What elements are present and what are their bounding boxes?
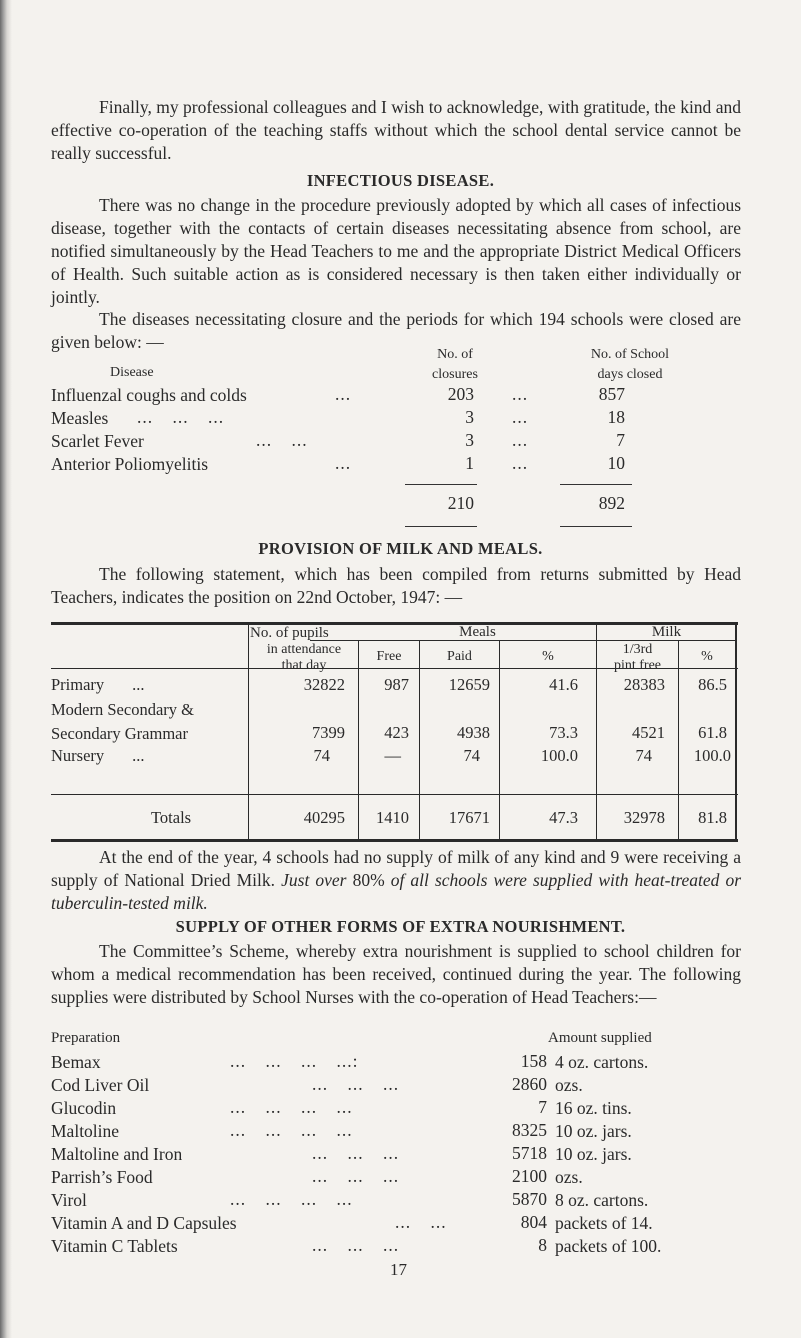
row-label xyxy=(51,746,145,766)
supply-amount: 2860 xyxy=(512,1074,547,1094)
header-milk: Milk xyxy=(651,624,682,640)
milk-paragraph: The following statement, which has been compiled from returns submitted by Head Teachers, indicates the position on 22nd October, 1947: — xyxy=(51,564,741,607)
milk-after-percent: 80% xyxy=(352,870,385,890)
header-free: Free xyxy=(376,649,402,664)
pupils-cell: 74 xyxy=(313,746,330,765)
milk-pct-cell: 61.8 xyxy=(698,723,727,742)
supply-paragraph: The Committee’s Scheme, whereby extra nourishment is supplied to school children for whom a medical recommendation has been received, continued during the year. The following supplies were distributed by School Nurses with the co-operation of Head Teachers:— xyxy=(51,941,741,1007)
supply-name: Cod Liver Oil xyxy=(51,1075,150,1095)
leader-dots: ... ... ... xyxy=(137,407,225,427)
leader-dots: ... ... ... xyxy=(312,1143,400,1163)
header-pupils-l2: in attendance xyxy=(266,642,342,657)
page-number: 17 xyxy=(390,1260,407,1279)
col-header-closures-l2: closures xyxy=(432,367,478,382)
milk-meals-table xyxy=(51,622,738,842)
days-value: 7 xyxy=(616,430,625,450)
leader-dots: ... xyxy=(512,430,529,450)
pupils-total: 40295 xyxy=(303,808,345,827)
supply-row xyxy=(0,1189,801,1212)
supply-amount: 5870 xyxy=(512,1189,547,1209)
header-third-pint xyxy=(597,642,678,674)
milk-after-paragraph xyxy=(51,846,741,915)
disease-name: Influenzal coughs and colds xyxy=(51,385,247,405)
milk-pct-total: 81.8 xyxy=(698,808,727,827)
leader-dots: ... ... ... xyxy=(312,1074,400,1094)
total-rule-days xyxy=(560,484,632,485)
header-pupils xyxy=(250,625,358,674)
table-milk-rule xyxy=(596,640,736,641)
table-bottom-border xyxy=(51,839,738,842)
pupils-cell: 7399 xyxy=(312,723,345,742)
supply-unit: 16 oz. tins. xyxy=(555,1098,632,1118)
table-col-divider xyxy=(248,622,249,842)
disease-name: Scarlet Fever xyxy=(51,431,144,451)
paid-cell: 12659 xyxy=(448,675,490,694)
free-total: 1410 xyxy=(376,808,409,827)
supply-name: Parrish’s Food xyxy=(51,1167,153,1187)
col-header-days xyxy=(560,345,700,385)
supply-amount: 5718 xyxy=(512,1143,547,1163)
free-cell: 987 xyxy=(384,675,409,694)
col-header-closures xyxy=(405,345,505,385)
milk-after-text: At the end of the year, 4 schools had no supply of milk of any kind and 9 were receiving a supply of National Dried Milk. xyxy=(51,847,741,890)
supply-name: Virol xyxy=(51,1190,87,1210)
leader-dots: ... xyxy=(132,675,145,694)
supply-unit: 8 oz. cartons. xyxy=(555,1190,649,1210)
supply-amount: 7 xyxy=(538,1097,547,1117)
milk-pct-cell: 86.5 xyxy=(698,675,727,694)
days-value: 857 xyxy=(598,384,625,404)
row-label-text: Primary xyxy=(51,675,105,694)
leader-dots: ... ... ... ... xyxy=(230,1120,353,1140)
leader-dots: ... xyxy=(335,453,352,473)
header-meals-pct: % xyxy=(542,649,554,664)
row-label-line1: Modern Secondary & xyxy=(51,700,194,719)
supply-row xyxy=(0,1212,801,1235)
supply-amount: 8325 xyxy=(512,1120,547,1140)
supply-name: Vitamin A and D Capsules xyxy=(51,1213,237,1233)
leader-dots: ... xyxy=(512,384,529,404)
supply-row xyxy=(0,1143,801,1166)
supply-name: Maltoline xyxy=(51,1121,120,1141)
col-header-closures-l1: No. of xyxy=(437,347,473,362)
paid-cell: 4938 xyxy=(457,723,490,742)
col-header-days-l2: days closed xyxy=(597,367,663,382)
supply-amount: 8 xyxy=(538,1235,547,1255)
supply-heading: SUPPLY OF OTHER FORMS OF EXTRA NOURISHMENT. xyxy=(175,917,626,936)
infectious-paragraph-1: There was no change in the procedure previously adopted by which all cases of infectious disease, together with the contacts of certain diseases necessitating absence from school, are notified simultaneously by the Head Teachers to me and the appropriate District Medical Officers of Health. Such suitable action as is considered necessary is then taken either individually or jointly. xyxy=(51,195,741,307)
header-pupils-l3: that day xyxy=(281,658,327,673)
total-underline-days xyxy=(560,526,632,527)
supply-row xyxy=(0,1120,801,1143)
supply-row xyxy=(0,1074,801,1097)
milk-cell: 28383 xyxy=(623,675,665,694)
milk-after-italic: Just over xyxy=(281,870,347,890)
milk-pct-cell: 100.0 xyxy=(693,746,731,765)
total-underline-closures xyxy=(405,526,477,527)
meals-pct-cell: 41.6 xyxy=(549,675,578,694)
supply-unit: ozs. xyxy=(555,1075,583,1095)
row-label xyxy=(51,675,145,695)
leader-dots: ... ... ... xyxy=(312,1235,400,1255)
leader-dots: ... xyxy=(132,746,145,765)
milk-cell: 4521 xyxy=(632,723,665,742)
paid-cell: 74 xyxy=(463,746,480,765)
header-meals: Meals xyxy=(459,624,496,640)
supply-unit: 10 oz. jars. xyxy=(555,1121,632,1141)
supply-name: Bemax xyxy=(51,1052,101,1072)
intro-paragraph: Finally, my professional colleagues and I wish to acknowledge, with gratitude, the kind and effective co-operation of the teaching staffs without which the school dental service cannot be really successful. xyxy=(51,97,741,163)
supply-row xyxy=(0,1166,801,1189)
leader-dots: ... xyxy=(512,407,529,427)
milk-cell: 74 xyxy=(635,746,652,765)
leader-dots: ... ... ... ... xyxy=(230,1189,353,1209)
supply-name: Vitamin C Tablets xyxy=(51,1236,178,1256)
supply-unit: packets of 14. xyxy=(555,1213,653,1233)
header-pupils-l1: No. of pupils xyxy=(250,625,329,641)
table-right-border xyxy=(735,622,737,842)
supply-unit: 10 oz. jars. xyxy=(555,1144,632,1164)
meals-pct-cell: 73.3 xyxy=(549,723,578,742)
header-third-pint-l2: pint free xyxy=(613,658,662,673)
header-paid: Paid xyxy=(447,649,472,664)
header-milk-pct: % xyxy=(701,649,713,664)
closures-value: 1 xyxy=(465,453,474,473)
days-value: 10 xyxy=(607,453,625,473)
leader-dots: ... ... ... ...: xyxy=(230,1051,359,1071)
row-label-line2: Secondary Grammar xyxy=(51,724,188,743)
row-label-text: Nursery xyxy=(51,746,105,765)
header-third-pint-l1: 1/3rd xyxy=(622,642,653,657)
col-header-days-l1: No. of School xyxy=(590,347,670,362)
days-value: 18 xyxy=(607,407,625,427)
row-label xyxy=(51,698,194,746)
supply-amount: 2100 xyxy=(512,1166,547,1186)
supply-unit: ozs. xyxy=(555,1167,583,1187)
free-cell: — xyxy=(384,746,401,765)
supply-row xyxy=(0,1051,801,1074)
supply-row xyxy=(0,1235,801,1258)
total-rule-closures xyxy=(405,484,477,485)
free-cell: 423 xyxy=(384,723,409,742)
leader-dots: ... ... xyxy=(395,1212,447,1232)
supply-amount: 158 xyxy=(520,1051,547,1071)
supply-amount: 804 xyxy=(520,1212,547,1232)
leader-dots: ... ... ... ... xyxy=(230,1097,353,1117)
meals-pct-total: 47.3 xyxy=(549,808,578,827)
infectious-disease-heading: INFECTIOUS DISEASE. xyxy=(306,171,495,190)
total-days: 892 xyxy=(598,493,625,513)
supply-name: Glucodin xyxy=(51,1098,117,1118)
disease-name: Anterior Poliomyelitis xyxy=(51,454,209,474)
col-header-disease: Disease xyxy=(110,365,154,380)
closures-value: 203 xyxy=(447,384,474,404)
milk-meals-heading: PROVISION OF MILK AND MEALS. xyxy=(258,539,543,558)
leader-dots: ... xyxy=(512,453,529,473)
meals-pct-cell: 100.0 xyxy=(540,746,578,765)
paid-total: 17671 xyxy=(448,808,490,827)
pupils-cell: 32822 xyxy=(303,675,345,694)
supply-row xyxy=(0,1097,801,1120)
leader-dots: ... xyxy=(335,384,352,404)
table-totals-rule xyxy=(51,794,738,795)
milk-after-italic-2: of all schools were supplied with heat-treated or tuberculin-tested milk. xyxy=(51,870,742,913)
closures-value: 3 xyxy=(465,407,474,427)
col-header-preparation: Preparation xyxy=(51,1030,121,1046)
closures-value: 3 xyxy=(465,430,474,450)
leader-dots: ... ... ... xyxy=(312,1166,400,1186)
disease-name: Measles xyxy=(51,408,109,428)
col-header-amount: Amount supplied xyxy=(548,1030,652,1046)
infectious-paragraph-2: The diseases necessitating closure and the periods for which 194 schools were closed are given below: — xyxy=(51,309,741,352)
milk-total: 32978 xyxy=(623,808,665,827)
leader-dots: ... ... xyxy=(256,430,308,450)
supply-unit: packets of 100. xyxy=(555,1236,662,1256)
total-closures: 210 xyxy=(447,493,474,513)
supply-name: Maltoline and Iron xyxy=(51,1144,183,1164)
totals-label: Totals xyxy=(151,808,192,827)
supply-unit: 4 oz. cartons. xyxy=(555,1052,649,1072)
